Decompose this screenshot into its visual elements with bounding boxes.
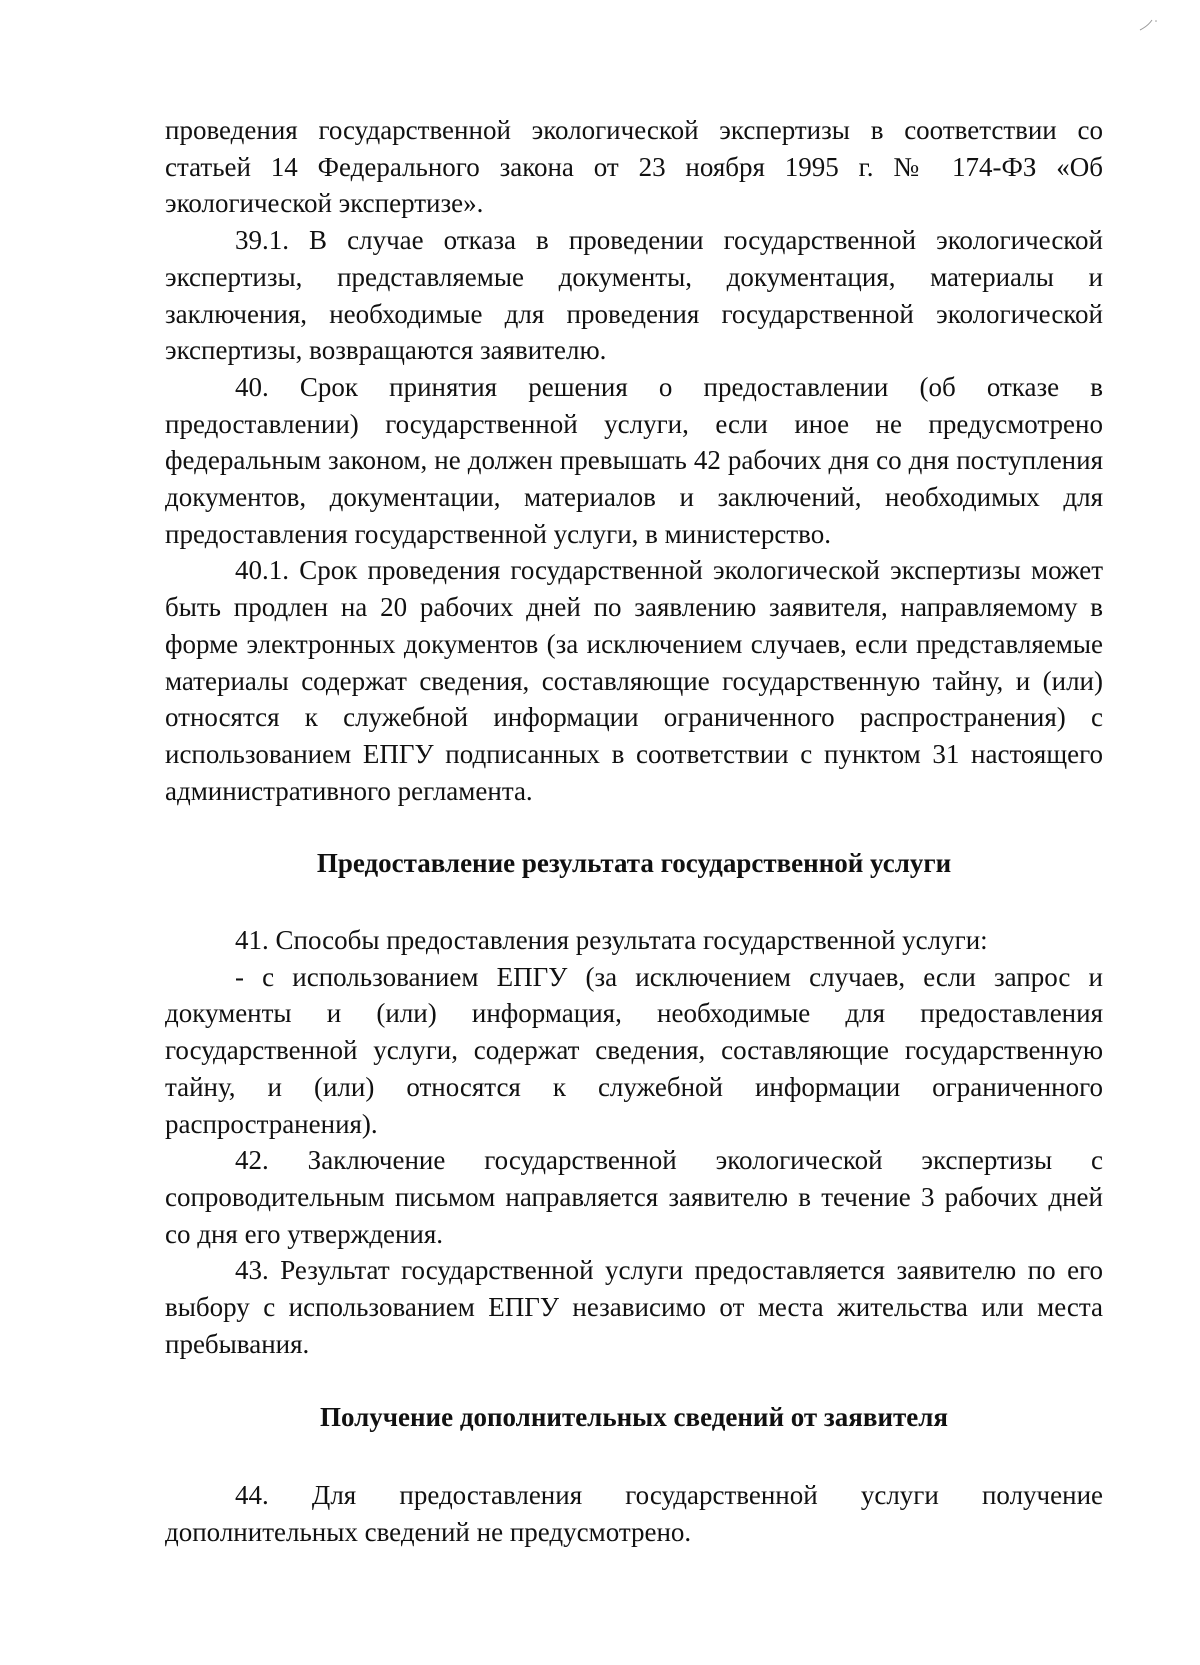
spacer — [165, 809, 1103, 845]
spacer — [165, 882, 1103, 922]
paragraph-41-item: - с использованием ЕПГУ (за исключением случаев, если запрос и документы и (или) информация, необходимые для предоставления государственной услуги, содержат сведения, составляющие государственную тайну, и (или) относятся к служебной информации ограниченного распространения). — [165, 961, 1103, 1139]
document-page — [165, 112, 1103, 1551]
section-heading-additional-info: Получение дополнительных сведений от заявителя — [319, 1401, 949, 1432]
paragraph-continuation: проведения государственной экологической экспертизы в соответствии со статьей 14 Федерального закона от 23 ноября 1995 г. № 174-ФЗ «Об экологической экспертизе». — [165, 115, 1103, 219]
scan-artifact-mark — [1138, 18, 1160, 32]
paragraph-41: 41. Способы предоставления результата государственной услуги: — [235, 925, 988, 956]
paragraph-39-1: 39.1. В случае отказа в проведении государственной экологической экспертизы, представляемые документы, документация, материалы и заключения, необходимые для проведения государственной экологической экспертизы, возвращаются заявителю. — [165, 225, 1103, 366]
spacer — [165, 1363, 1103, 1399]
spacer — [165, 1435, 1103, 1477]
paragraph-43: 43. Результат государственной услуги предоставляется заявителю по его выбору с использованием ЕПГУ независимо от места жительства или места пребывания. — [165, 1255, 1103, 1359]
section-heading-result: Предоставление результата государственной услуги — [316, 848, 952, 879]
paragraph-44: 44. Для предоставления государственной услуги получение дополнительных сведений не предусмотрено. — [165, 1480, 1103, 1547]
paragraph-42: 42. Заключение государственной экологической экспертизы с сопроводительным письмом направляется заявителю в течение 3 рабочих дней со дня его утверждения. — [165, 1145, 1103, 1249]
paragraph-40-1: 40.1. Срок проведения государственной экологической экспертизы может быть продлен на 20 рабочих дней по заявлению заявителя, направляемому в форме электронных документов (за исключением случаев, если представляемые материалы содержат сведения, составляющие государственную тайну, и (или) относятся к служебной информации ограниченного распространения) с использованием ЕПГУ подписанных в соответствии с пунктом 31 настоящего административного регламента. — [165, 555, 1103, 806]
paragraph-40: 40. Срок принятия решения о предоставлении (об отказе в предоставлении) государственной услуги, если иное не предусмотрено федеральным законом, не должен превышать 42 рабочих дня со дня поступления документов, документации, материалов и заключений, необходимых для предоставления государственной услуги, в министерство. — [165, 371, 1103, 549]
